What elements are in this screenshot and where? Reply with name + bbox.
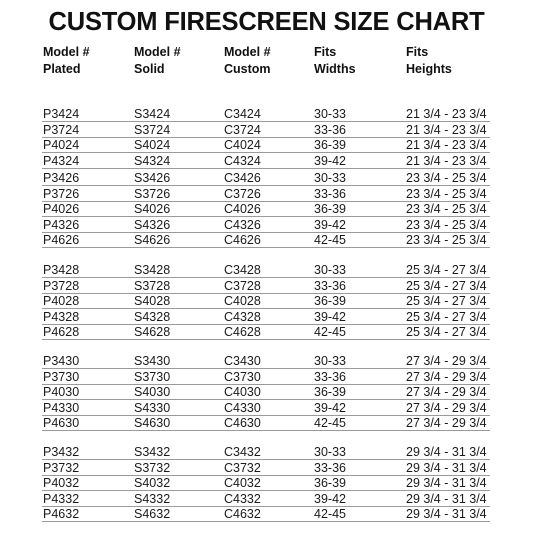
table-row [42,262,490,278]
cell-fits-heights: 27 3/4 - 29 3/4 [406,400,487,415]
cell-model-solid: S4328 [134,309,171,324]
cell-fits-widths: 42-45 [314,416,346,431]
cell-fits-heights: 27 3/4 - 29 3/4 [406,369,487,384]
cell-model-solid: S3428 [134,263,171,277]
cell-model-custom: C3728 [224,278,261,293]
chart-title: CUSTOM FIRESCREEN SIZE CHART [48,8,485,36]
cell-model-custom: C3724 [224,122,261,137]
table-row [42,506,490,522]
table-row [42,324,490,340]
cell-fits-widths: 36-39 [314,202,346,217]
cell-model-plated: P3724 [43,122,80,137]
cell-model-custom: C3432 [224,445,261,459]
cell-fits-heights: 27 3/4 - 29 3/4 [406,416,487,431]
cell-model-plated: P3432 [43,445,80,459]
header-model-solid [134,44,181,78]
cell-model-custom: C3424 [224,107,261,121]
cell-fits-widths: 33-36 [314,122,346,137]
cell-model-solid: S4024 [134,138,171,153]
table-row [42,137,490,153]
table-row [42,278,490,294]
cell-model-custom: C4028 [224,294,261,309]
cell-model-solid: S4628 [134,325,171,340]
cell-model-solid: S4030 [134,385,171,400]
header-line: Plated [43,62,81,76]
table-row [42,217,490,233]
table-row [42,186,490,202]
table-row [42,460,490,476]
cell-model-solid: S3726 [134,186,171,201]
cell-model-solid: S4332 [134,491,171,506]
header-fits-heights [406,44,452,78]
cell-model-solid: S4324 [134,153,171,168]
cell-model-plated: P3728 [43,278,80,293]
table-row [42,369,490,385]
table-row [42,475,490,491]
cell-fits-widths: 42-45 [314,325,346,340]
cell-model-plated: P4030 [43,385,80,400]
cell-model-plated: P4628 [43,325,80,340]
cell-model-plated: P4028 [43,294,80,309]
cell-model-custom: C4332 [224,491,261,506]
cell-model-custom: C4330 [224,400,261,415]
cell-model-plated: P4032 [43,476,80,491]
cell-model-custom: C3726 [224,186,261,201]
header-line: Solid [134,62,165,76]
header-line: Widths [314,62,356,76]
cell-fits-widths: 30-33 [314,263,346,277]
cell-model-solid: S3432 [134,445,171,459]
cell-model-plated: P4324 [43,153,80,168]
cell-fits-heights: 25 3/4 - 27 3/4 [406,294,487,309]
table-row [42,153,490,169]
cell-fits-heights: 25 3/4 - 27 3/4 [406,263,487,277]
cell-fits-heights: 29 3/4 - 31 3/4 [406,445,487,459]
header-model-plated [43,44,90,78]
cell-model-custom: C3426 [224,171,261,185]
cell-model-plated: P4630 [43,416,80,431]
cell-model-plated: P3424 [43,107,80,121]
cell-fits-widths: 33-36 [314,186,346,201]
cell-fits-heights: 23 3/4 - 25 3/4 [406,233,487,248]
table-row [42,444,490,460]
cell-fits-heights: 21 3/4 - 23 3/4 [406,107,487,121]
cell-model-solid: S4626 [134,233,171,248]
table-row [42,170,490,186]
cell-model-custom: C4324 [224,153,261,168]
cell-model-plated: P3428 [43,263,80,277]
cell-model-solid: S4032 [134,476,171,491]
cell-fits-heights: 29 3/4 - 31 3/4 [406,491,487,506]
table-row [42,293,490,309]
cell-model-custom: C4326 [224,217,261,232]
cell-fits-heights: 21 3/4 - 23 3/4 [406,153,487,168]
cell-fits-heights: 27 3/4 - 29 3/4 [406,354,487,368]
cell-model-solid: S4326 [134,217,171,232]
table-row [42,309,490,325]
cell-fits-heights: 25 3/4 - 27 3/4 [406,325,487,340]
cell-model-plated: P4328 [43,309,80,324]
cell-model-solid: S3424 [134,107,171,121]
cell-fits-widths: 30-33 [314,445,346,459]
cell-fits-widths: 36-39 [314,294,346,309]
cell-model-custom: C3732 [224,460,261,475]
cell-fits-widths: 39-42 [314,217,346,232]
table-row [42,400,490,416]
table-row [42,491,490,507]
cell-fits-widths: 39-42 [314,309,346,324]
cell-model-custom: C4328 [224,309,261,324]
cell-model-solid: S3724 [134,122,171,137]
cell-fits-widths: 42-45 [314,507,346,522]
cell-model-solid: S4026 [134,202,171,217]
cell-fits-heights: 21 3/4 - 23 3/4 [406,122,487,137]
header-line: Model # [224,45,271,59]
cell-model-plated: P4026 [43,202,80,217]
header-model-custom [224,44,271,78]
cell-model-solid: S4330 [134,400,171,415]
cell-fits-widths: 33-36 [314,278,346,293]
cell-model-plated: P3732 [43,460,80,475]
header-line: Heights [406,62,452,76]
cell-model-solid: S3730 [134,369,171,384]
cell-fits-widths: 39-42 [314,400,346,415]
cell-model-custom: C4030 [224,385,261,400]
cell-model-solid: S3728 [134,278,171,293]
header-fits-widths [314,44,356,78]
table-row [42,384,490,400]
table-row [42,122,490,138]
cell-fits-widths: 33-36 [314,369,346,384]
cell-fits-heights: 21 3/4 - 23 3/4 [406,138,487,153]
cell-fits-heights: 23 3/4 - 25 3/4 [406,171,487,185]
cell-fits-heights: 29 3/4 - 31 3/4 [406,460,487,475]
cell-model-custom: C4626 [224,233,261,248]
cell-model-solid: S3732 [134,460,171,475]
cell-model-custom: C4630 [224,416,261,431]
cell-model-plated: P4332 [43,491,80,506]
cell-fits-widths: 36-39 [314,385,346,400]
cell-fits-widths: 33-36 [314,460,346,475]
cell-fits-heights: 27 3/4 - 29 3/4 [406,385,487,400]
cell-fits-widths: 30-33 [314,107,346,121]
cell-model-custom: C4632 [224,507,261,522]
table-row [42,106,490,122]
cell-fits-widths: 36-39 [314,138,346,153]
table-header [0,44,533,78]
cell-model-plated: P3730 [43,369,80,384]
cell-model-custom: C4024 [224,138,261,153]
cell-model-plated: P3726 [43,186,80,201]
cell-model-solid: S3430 [134,354,171,368]
cell-model-custom: C3730 [224,369,261,384]
cell-model-plated: P3430 [43,354,80,368]
table-row [42,415,490,431]
table-row [42,353,490,369]
cell-model-custom: C4026 [224,202,261,217]
cell-model-solid: S4632 [134,507,171,522]
cell-fits-widths: 42-45 [314,233,346,248]
cell-fits-widths: 36-39 [314,476,346,491]
cell-fits-heights: 23 3/4 - 25 3/4 [406,202,487,217]
header-line: Custom [224,62,271,76]
cell-fits-heights: 29 3/4 - 31 3/4 [406,476,487,491]
header-line: Model # [43,45,90,59]
cell-fits-heights: 23 3/4 - 25 3/4 [406,186,487,201]
cell-model-solid: S3426 [134,171,171,185]
cell-model-custom: C4628 [224,325,261,340]
cell-fits-widths: 39-42 [314,491,346,506]
cell-model-custom: C4032 [224,476,261,491]
cell-model-custom: C3428 [224,263,261,277]
cell-fits-heights: 29 3/4 - 31 3/4 [406,507,487,522]
cell-model-custom: C3430 [224,354,261,368]
cell-fits-widths: 30-33 [314,354,346,368]
cell-model-plated: P4326 [43,217,80,232]
header-line: Fits [406,45,429,59]
cell-model-plated: P3426 [43,171,80,185]
cell-model-plated: P4632 [43,507,80,522]
cell-model-plated: P4626 [43,233,80,248]
cell-fits-heights: 25 3/4 - 27 3/4 [406,278,487,293]
cell-model-solid: S4630 [134,416,171,431]
cell-model-plated: P4024 [43,138,80,153]
cell-fits-heights: 23 3/4 - 25 3/4 [406,217,487,232]
header-line: Model # [134,45,181,59]
cell-model-solid: S4028 [134,294,171,309]
table-row [42,201,490,217]
table-row [42,232,490,248]
cell-fits-widths: 30-33 [314,171,346,185]
cell-fits-heights: 25 3/4 - 27 3/4 [406,309,487,324]
cell-model-plated: P4330 [43,400,80,415]
cell-fits-widths: 39-42 [314,153,346,168]
header-line: Fits [314,45,337,59]
